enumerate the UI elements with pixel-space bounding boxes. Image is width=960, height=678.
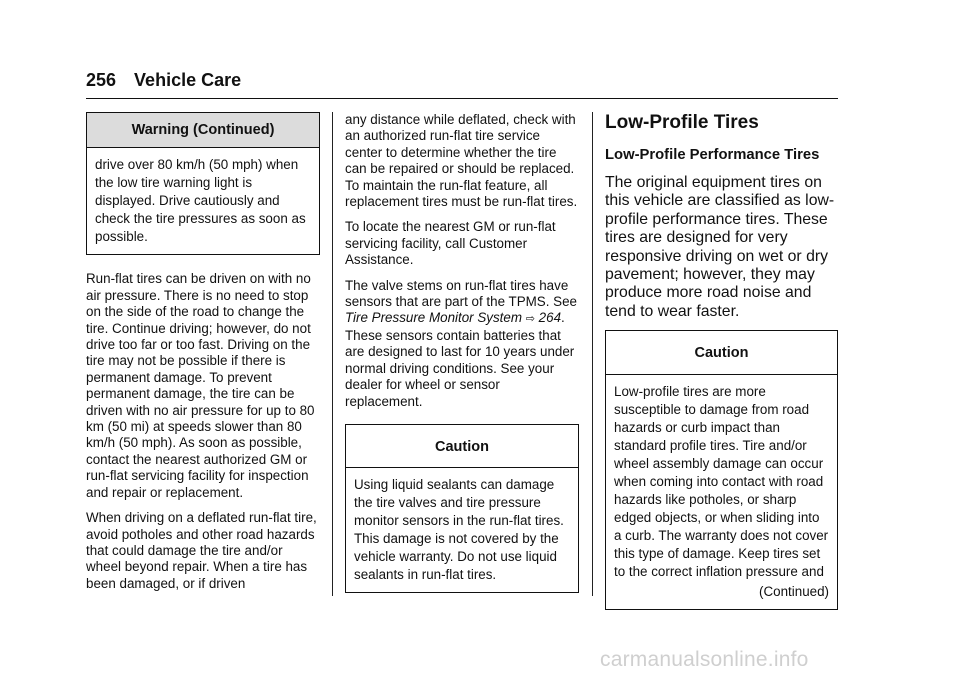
valve-text-after: . These sensors contain batteries that are designed to last for 10 years under normal driving conditions. See your dealer for wheel or sensor replacement.	[345, 310, 575, 409]
page-header	[86, 70, 241, 91]
low-profile-lead-paragraph: The original equipment tires on this vehicle are classified as low-profile performance tires. These tires are designed for very responsive driving on wet or dry pavement; however, they may produce more road noise and tend to wear faster.	[605, 174, 835, 320]
valve-stems-paragraph	[345, 278, 579, 410]
servicing-paragraph: To locate the nearest GM or run-flat servicing facility, call Customer Assistance.	[345, 219, 556, 268]
watermark: carmanualsonline.info	[600, 648, 809, 671]
caution-box-title: Caution	[346, 425, 578, 468]
column-1	[86, 112, 320, 601]
section-title: Vehicle Care	[134, 70, 242, 90]
column-3	[605, 112, 838, 626]
caution-box-body	[606, 375, 837, 609]
caution-box-low-profile	[605, 330, 838, 609]
page-ref-arrow-icon: ⇨	[525, 313, 535, 326]
page-number: 256	[86, 70, 117, 90]
header-rule	[86, 98, 838, 99]
tpms-page-number[interactable]: 264	[538, 310, 562, 326]
caution-box-body: Using liquid sealants can damage the tire valves and tire pressure monitor sensors in the run-flat tires. This damage is not covered by the vehicle warranty. Do not use liquid sealants in run-flat tires.	[354, 477, 564, 583]
warning-box-title: Warning (Continued)	[87, 113, 319, 148]
caution-box-text: Low-profile tires are more susceptible to damage from road hazards or curb impact than standard profile tires. Tire and/or wheel assembly damage can occur when coming into contact with road hazards like potholes, or sharp edged objects, or when sliding into a curb. The warranty does not cover this type of damage. Keep tires set to the correct inflation pressure and	[614, 383, 829, 579]
column-divider-2	[592, 112, 593, 596]
low-profile-subheading: Low-Profile Performance Tires	[605, 147, 820, 163]
warning-box-body: drive over 80 km/h (50 mph) when the low tire warning light is displayed. Drive cautiously and check the tire pressures as soon as possible.	[95, 157, 306, 245]
column-2	[345, 112, 579, 609]
column-divider-1	[332, 112, 333, 596]
run-flat-paragraph-1: Run-flat tires can be driven on with no air pressure. There is no need to stop on the side of the road to change the tire. Continue driving; however, do not drive too far or too fast. Driving on the tire may not be possible if there is permanent damage. To prevent permanent damage, the tire can be driven with no air pressure for up to 80 km (50 mi) at speeds slower than 80 km/h (50 mph). As soon as possible, contact the nearest authorized GM or run-flat servicing facility for inspection and repair or replacement.	[86, 271, 315, 500]
continued-label: (Continued)	[759, 583, 829, 599]
tpms-cross-reference[interactable]: Tire Pressure Monitor System	[345, 310, 522, 326]
valve-text-before: The valve stems on run-flat tires have sensors that are part of the TPMS. See	[345, 277, 577, 310]
low-profile-heading: Low-Profile Tires	[605, 112, 759, 133]
warning-box	[86, 112, 320, 255]
caution-box-sealants	[345, 424, 579, 593]
run-flat-paragraph-3: any distance while deflated, check with an authorized run-flat tire service center to determine whether the tire can be repaired or should be replaced. To maintain the run-flat feature, all replacement tires must be run-flat tires.	[345, 112, 578, 210]
caution-box-title: Caution	[606, 331, 837, 374]
run-flat-paragraph-2: When driving on a deflated run-flat tire, avoid potholes and other road hazards that could damage the tire and/or wheel beyond repair. When a tire has been damaged, or if driven	[86, 510, 317, 591]
